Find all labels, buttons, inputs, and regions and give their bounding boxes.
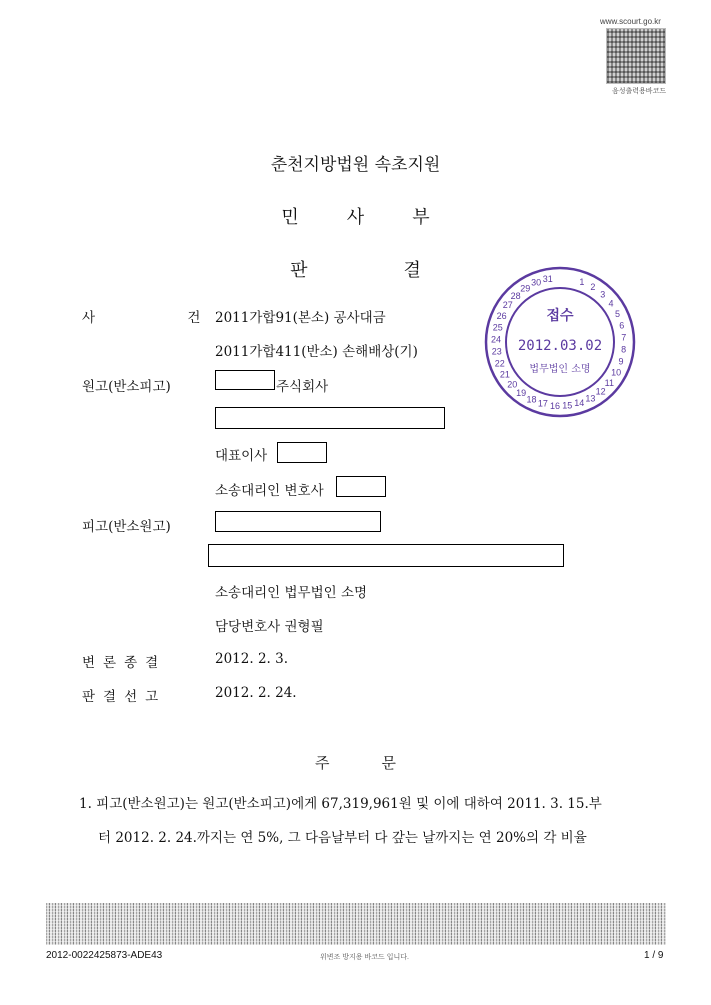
order-line-2: 터 2012. 2. 24.까지는 연 5%, 그 다음날부터 다 갚는 날까지는 연 20%의 각 비율 [98, 830, 587, 846]
judgment-label: 판결선고 [82, 689, 167, 705]
stamp-ring-number: 2 [590, 282, 596, 293]
stamp-ring-number: 4 [608, 298, 614, 309]
stamp-ring-number: 20 [507, 379, 518, 390]
site-url: www.scourt.go.kr [600, 17, 661, 26]
stamp-ring-number: 21 [499, 369, 510, 380]
stamp-ring-number: 13 [585, 393, 596, 404]
plaintiff-attorney-label: 소송대리인 변호사 [215, 483, 324, 499]
order-heading-char: 문 [381, 754, 396, 772]
document-id: 2012-0022425873-ADE43 [46, 950, 163, 961]
stamp-ring-number: 12 [595, 386, 606, 397]
judgment-date: 2012. 2. 24. [215, 685, 297, 701]
stamp-ring-number: 23 [491, 346, 502, 357]
stamp-ring-number: 29 [520, 283, 531, 294]
division-char: 민 [281, 207, 299, 228]
case-line-2: 2011가합411(반소) 손해배상(기) [215, 344, 418, 360]
stamp-ring-number: 5 [614, 308, 621, 319]
court-name: 춘천지방법원 속초지원 [270, 155, 441, 175]
case-line-1: 2011가합91(본소) 공사대금 [215, 310, 386, 326]
order-heading-char: 주 [315, 754, 330, 772]
division-char: 부 [412, 207, 430, 228]
defendant-label: 피고(반소원고) [82, 519, 171, 535]
case-label: 사 건 [82, 310, 245, 326]
redaction-box [215, 407, 445, 429]
stamp-ring-number: 27 [502, 300, 513, 311]
stamp-ring-number: 16 [549, 400, 561, 411]
stamp-ring-number: 22 [494, 358, 505, 369]
redaction-box [215, 370, 275, 390]
stamp-ring-number: 31 [542, 274, 553, 285]
barcode-image [606, 28, 666, 84]
stamp-ring-number: 25 [492, 322, 503, 333]
stamp-ring-number: 18 [526, 394, 537, 405]
defendant-attorney: 소송대리인 법무법인 소명 [215, 585, 368, 601]
barcode-label: 음성출력용바코드 [612, 88, 667, 95]
plaintiff-company-suffix: 주식회사 [276, 379, 329, 395]
receipt-stamp [480, 262, 640, 422]
stamp-ring-number: 15 [562, 400, 573, 411]
closing-label: 변론종결 [82, 655, 167, 671]
defendant-lead-attorney: 담당변호사 권형필 [215, 619, 324, 635]
redaction-box [215, 511, 381, 532]
stamp-ring-number: 24 [490, 334, 502, 345]
redaction-box [336, 476, 386, 497]
stamp-ring-number: 28 [510, 290, 521, 301]
stamp-ring-number: 17 [537, 398, 548, 409]
stamp-ring-number: 26 [496, 310, 507, 321]
barcode-notice: 위변조 방지용 바코드 입니다. [320, 954, 409, 961]
stamp-ring-number: 14 [574, 398, 585, 409]
order-line-1: 1. 피고(반소원고)는 원고(반소피고)에게 67,319,961원 및 이에 대하여 2011. 3. 15.부 [79, 796, 602, 812]
division-char: 사 [346, 207, 365, 228]
stamp-date: 2012.03.02 [517, 338, 603, 354]
stamp-ring-number: 1 [579, 276, 585, 287]
stamp-firm: 법무법인 소명 [529, 364, 591, 375]
doc-type-char: 판 [290, 260, 308, 281]
stamp-ring-number: 7 [621, 332, 627, 343]
page-number: 1 / 9 [644, 950, 664, 961]
stamp-ring-number: 9 [618, 356, 624, 367]
stamp-ring-number: 6 [619, 320, 625, 331]
anti-forgery-barcode [46, 903, 666, 945]
redaction-box [277, 442, 327, 463]
closing-date: 2012. 2. 3. [215, 651, 288, 667]
plaintiff-rep-label: 대표이사 [215, 448, 268, 464]
stamp-ring-number: 3 [600, 289, 606, 300]
stamp-title: 접수 [546, 308, 574, 324]
redaction-box [208, 544, 564, 567]
plaintiff-label: 원고(반소피고) [82, 379, 171, 395]
stamp-ring-number: 8 [621, 344, 627, 355]
stamp-ring-number: 19 [516, 387, 527, 398]
stamp-ring-number: 11 [604, 377, 614, 388]
division-title [0, 203, 711, 229]
doc-type-char: 결 [403, 260, 421, 281]
stamp-ring-number: 30 [531, 277, 542, 288]
order-heading [0, 752, 711, 773]
stamp-ring-number: 10 [611, 367, 622, 378]
